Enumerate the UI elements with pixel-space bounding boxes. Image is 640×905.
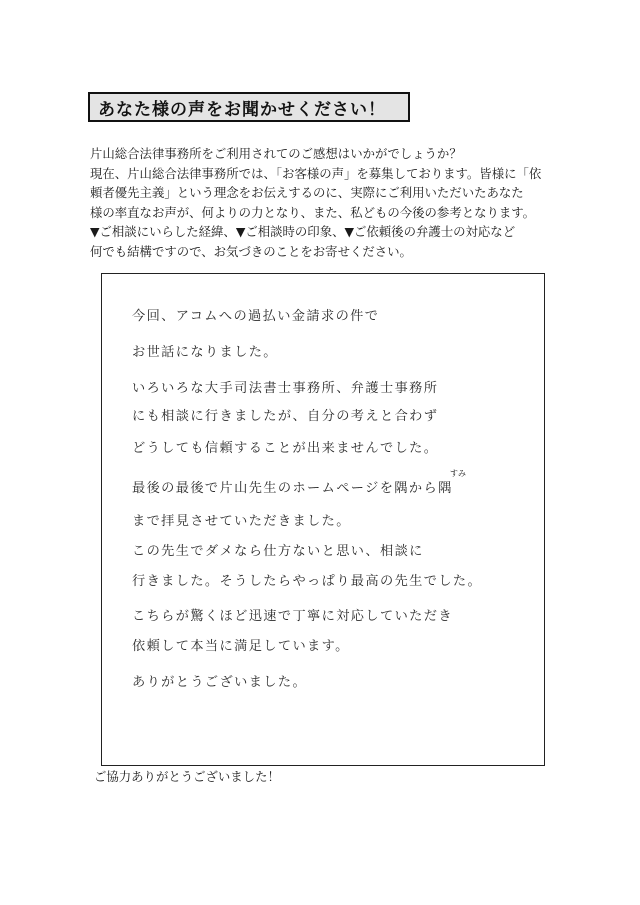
handwritten-line: 依頼して本当に満足しています。 bbox=[132, 639, 350, 654]
intro-paragraph bbox=[90, 144, 560, 262]
intro-line: 様の率直なお声が、何よりの力となり、また、私どもの今後の参考となります。 bbox=[90, 204, 536, 220]
handwritten-line: まで拝見させていただきました。 bbox=[132, 514, 351, 529]
handwritten-line: この先生でダメなら仕方ないと思い、相談に bbox=[132, 544, 424, 559]
closing-thanks: ご協力ありがとうございました！ bbox=[94, 769, 280, 784]
intro-line: 片山総合法律事務所をご利用されてのご感想はいかがでしょうか？ bbox=[90, 146, 462, 161]
handwritten-line: どうしても信頼することが出来ませんでした。 bbox=[132, 441, 439, 456]
handwritten-line: ありがとうございました。 bbox=[132, 675, 308, 690]
page-title: あなた様の声をお聞かせください！ bbox=[98, 99, 386, 120]
handwritten-line: お世話になりました。 bbox=[132, 345, 278, 360]
handwritten-line: 最後の最後で片山先生のホームページを隅から隅 bbox=[132, 481, 453, 496]
handwritten-line: いろいろな大手司法書士事務所、弁護士事務所 bbox=[132, 381, 439, 396]
furigana-annotation: すみ bbox=[450, 469, 466, 478]
title-box bbox=[88, 92, 410, 122]
intro-line: 頼者優先主義」という理念をお伝えするのに、実際にご利用いただいたあなた bbox=[90, 185, 524, 201]
intro-line: 現在、片山総合法律事務所では、「お客様の声」を募集しております。皆様に「依 bbox=[90, 165, 542, 181]
handwritten-line: 行きました。そうしたらやっぱり最高の先生でした。 bbox=[132, 574, 483, 589]
handwritten-line: こちらが驚くほど迅速で丁寧に対応していただき bbox=[132, 609, 453, 624]
handwritten-line: 今回、アコムへの過払い金請求の件で bbox=[132, 309, 380, 324]
intro-line: 何でも結構ですので、お気づきのことをお寄せください。 bbox=[90, 243, 412, 259]
handwritten-line: にも相談に行きましたが、自分の考えと合わず bbox=[132, 409, 439, 424]
handwritten-comment-box bbox=[101, 273, 545, 766]
intro-line: ▼ご相談にいらした経緯、▼ご相談時の印象、▼ご依頼後の弁護士の対応など bbox=[90, 224, 516, 240]
